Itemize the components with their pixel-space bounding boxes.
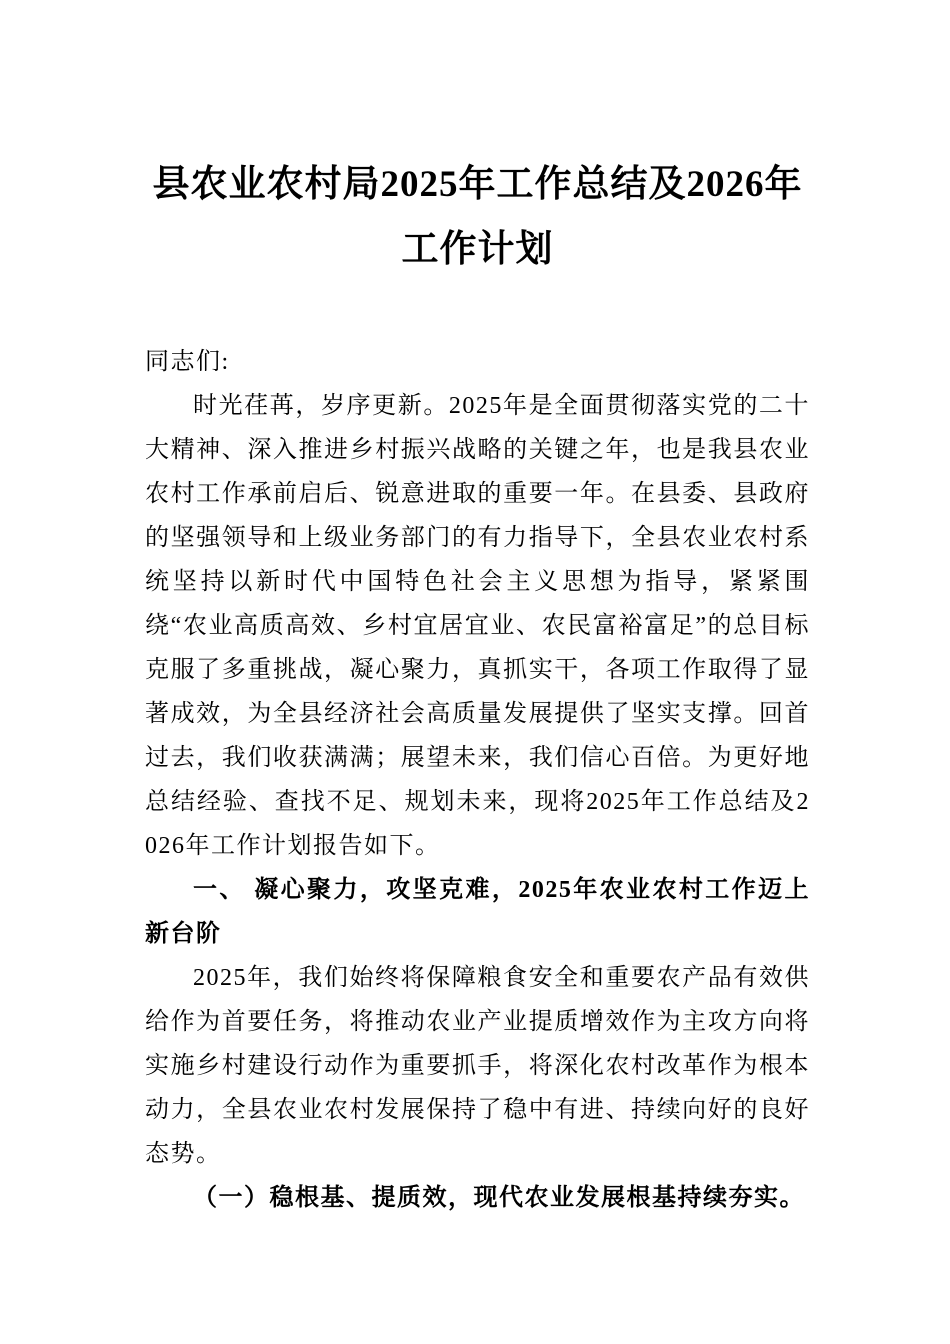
subsection-heading: （一）稳根基、提质效，现代农业发展根基持续夯实。: [193, 1185, 805, 1211]
section-heading: 一、 凝心聚力，攻坚克难，2025年农业农村工作迈上新台阶: [145, 877, 810, 947]
salutation: 同志们:: [145, 349, 230, 375]
document-title: 县农业农村局2025年工作总结及2026年工作计划: [152, 164, 803, 270]
body-paragraph: 2025年，我们始终将保障粮食安全和重要农产品有效供给作为首要任务，将推动农业产业提质增效作为主攻方向将实施乡村建设行动作为重要抓手，将深化农村改革作为根本动力，全县农业农村发展保持了稳中有进、持续向好的良好态势。: [145, 965, 810, 1167]
intro-paragraph: 时光荏苒，岁序更新。2025年是全面贯彻落实党的二十大精神、深入推进乡村振兴战略的关键之年，也是我县农业农村工作承前启后、锐意进取的重要一年。在县委、县政府的坚强领导和上级业务部门的有力指导下，全县农业农村系统坚持以新时代中国特色社会主义思想为指导，紧紧围绕“农业高质高效、乡村宜居宜业、农民富裕富足”的总目标克服了多重挑战，凝心聚力，真抓实干，各项工作取得了显著成效，为全县经济社会高质量发展提供了坚实支撑。回首过去，我们收获满满；展望未来，我们信心百倍。为更好地总结经验、查找不足、规划未来，现将2025年工作总结及2026年工作计划报告如下。: [145, 393, 810, 859]
